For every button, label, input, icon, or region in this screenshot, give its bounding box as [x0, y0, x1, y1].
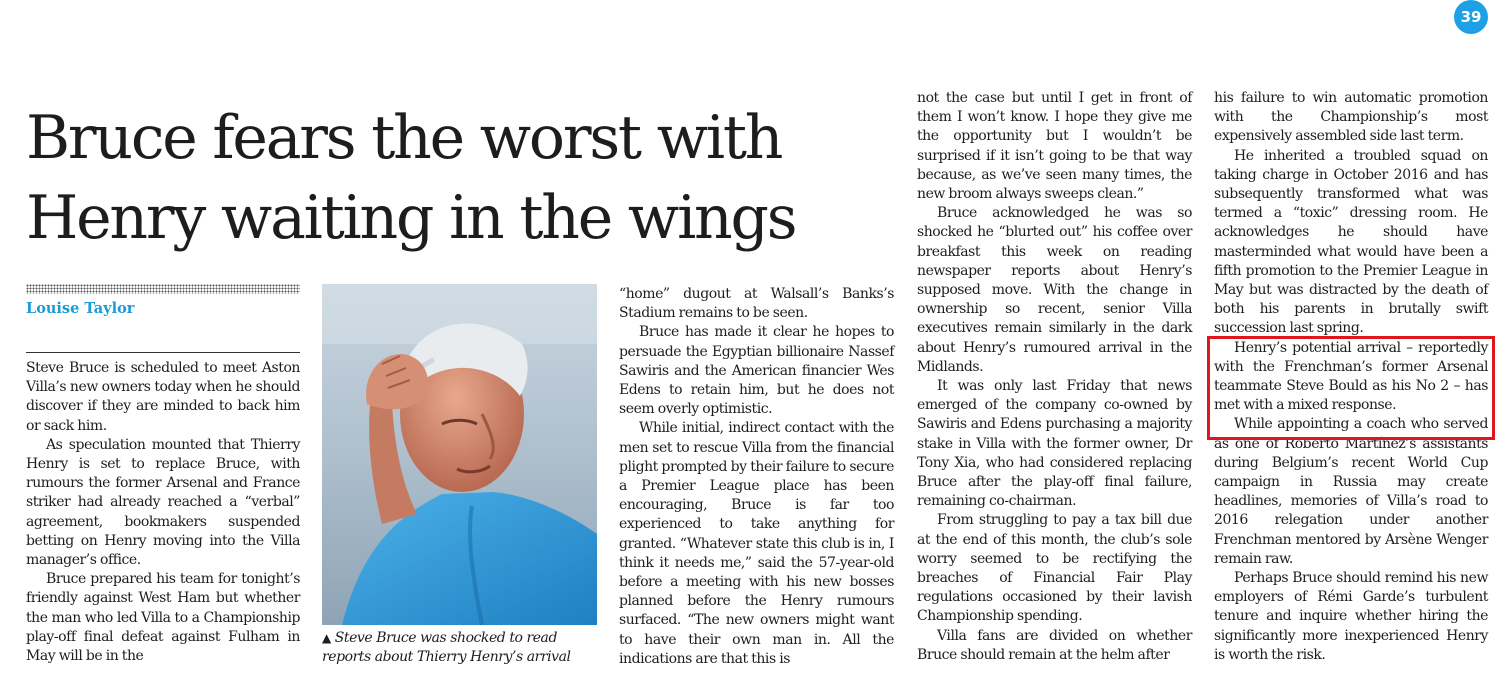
highlighted-paragraph: Henry’s potential arrival – reportedly with the Frenchman’s former Arsenal teammate Steve Bould as his No 2 – has met with a mixed response.	[1214, 339, 1488, 414]
article-column-3	[917, 89, 1192, 665]
article-photo	[322, 284, 597, 625]
highlight-box	[1207, 336, 1495, 440]
paragraph: While appointing a coach who served as one of Roberto Martínez’s assistants during Belgium’s recent World Cup campaign in Russia may create headlines, memories of Villa’s road to 2016 relegation under another Frenchman mentored by Arsène Wenger remain raw.	[1214, 416, 1488, 567]
paragraph: He inherited a troubled squad on taking charge in October 2016 and has subsequently transformed what was termed a “toxic” dressing room. He acknowledges he should have masterminded what would have been a fifth promotion to the Premier League in May but was distracted by the death of both his parents in brutally swift succession last spring.	[1214, 147, 1488, 337]
paragraph: Bruce has made it clear he hopes to persuade the Egyptian billionaire Nassef Sawiris and the American financier Wes Edens to retain him, but he does not seem overly optimistic.	[619, 324, 894, 418]
paragraph: “home” dugout at Walsall’s Banks’s Stadium remains to be seen.	[619, 286, 894, 322]
paragraph: Villa fans are divided on whether Bruce should remain at the helm after	[917, 627, 1192, 663]
byline: Louise Taylor	[26, 300, 135, 317]
paragraph: Bruce acknowledged he was so shocked he “blurted out” his coffee over breakfast this week on reading newspaper reports about Henry’s supposed move. With the change in ownership so recent, senior Villa executives remain similarly in the dark about Henry’s rumoured arrival in the Midlands.	[917, 205, 1192, 375]
paragraph: Perhaps Bruce should remind his new employers of Rémi Garde’s turbulent tenure and inquire whether hiring the significantly more inexperienced Henry is worth the risk.	[1214, 570, 1488, 663]
caption-text: Steve Bruce was shocked to read reports about Thierry Henry’s arrival	[322, 630, 571, 666]
byline-dotted-rule	[26, 284, 300, 294]
column-rule	[26, 352, 300, 353]
caption-triangle-icon: ▲	[322, 631, 331, 645]
page-number-badge: 39	[1454, 0, 1488, 34]
photo-caption	[322, 629, 602, 667]
headline	[26, 98, 886, 258]
article-column-1	[26, 359, 300, 666]
paragraph: his failure to win automatic promotion with the Championship’s most expensively assembled side last term.	[1214, 90, 1488, 145]
paragraph: not the case but until I get in front of them I won’t know. I hope they give me the opportunity but I wouldn’t be surprised if it isn’t going to be that way because, as we’ve seen many times, the new broom always sweeps clean.”	[917, 90, 1192, 203]
paragraph: As speculation mounted that Thierry Henry is set to replace Bruce, with rumours the former Arsenal and France striker had already reached a “verbal” agreement, bookmakers suspended betting on Henry moving into the Villa manager’s office.	[26, 436, 300, 569]
paragraph: From struggling to pay a tax bill due at the end of this month, the club’s sole worry seemed to be rectifying the breaches of Financial Fair Play regulations occasioned by their lavish Championship spending.	[917, 512, 1192, 625]
paragraph: It was only last Friday that news emerged of the company co-owned by Sawiris and Edens purchasing a majority stake in Villa with the former owner, Dr Tony Xia, who had considered replacing Bruce after the play-off final failure, remaining co-chairman.	[917, 378, 1192, 510]
photo-steve-bruce	[322, 284, 597, 625]
paragraph: Steve Bruce is scheduled to meet Aston Villa’s new owners today when he should discover if they are minded to back him or sack him.	[26, 360, 300, 434]
headline-line-1: Bruce fears the worst with	[26, 103, 782, 173]
article-column-2	[619, 285, 894, 669]
paragraph: Bruce prepared his team for tonight’s friendly against West Ham but whether the man who led Villa to a Championship play-off final defeat against Fulham in May will be in the	[26, 571, 300, 665]
headline-line-2: Henry waiting in the wings	[26, 183, 796, 253]
paragraph: While initial, indirect contact with the men set to rescue Villa from the financial plight prompted by their failure to secure a Premier League place has been encouraging, Bruce is far too experienced to take anything for granted. “Whatever state this club is in, I think it needs me,” said the 57-year-old before a meeting with his new bosses planned before the Henry rumours surfaced. “The new owners might want to have their own man in. All the indications are that this is	[619, 420, 894, 667]
